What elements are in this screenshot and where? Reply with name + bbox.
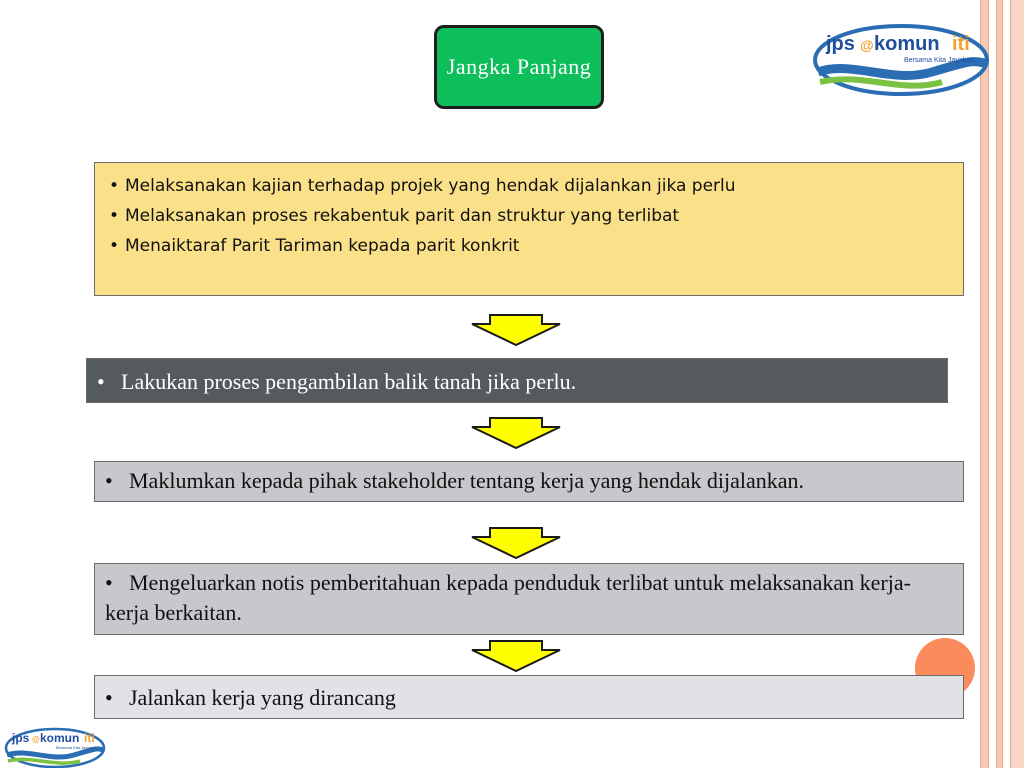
svg-text:@: @	[860, 37, 874, 53]
decor-line	[988, 0, 989, 768]
svg-text:komun: komun	[874, 33, 940, 55]
down-arrow-icon	[470, 314, 562, 346]
jps-komuniti-logo	[812, 20, 990, 96]
step5-box	[94, 675, 964, 719]
decor-line	[980, 0, 981, 768]
svg-text:komun: komun	[40, 731, 80, 745]
step3-box	[94, 461, 964, 502]
decor-line	[996, 0, 997, 768]
svg-text:iti: iti	[952, 33, 970, 55]
step2-box	[86, 358, 948, 403]
svg-text:@: @	[32, 735, 40, 744]
svg-text:iti: iti	[84, 731, 95, 745]
down-arrow-icon	[470, 527, 562, 559]
bullet-icon: •	[105, 468, 113, 493]
step3-text: Maklumkan kepada pihak stakeholder tentang kerja yang hendak dijalankan.	[129, 468, 805, 493]
step1-item: • Menaiktaraf Parit Tariman kepada parit konkrit	[105, 231, 953, 261]
bullet-icon: •	[105, 570, 113, 595]
bullet-icon: •	[97, 369, 105, 394]
jps-komuniti-logo-small	[4, 724, 106, 768]
bullet-icon: •	[105, 685, 113, 710]
decor-line	[1002, 0, 1003, 768]
title-box	[434, 25, 604, 109]
decor-stripe	[980, 0, 988, 768]
decor-line	[1010, 0, 1011, 768]
svg-text:Bersama Kita Jayakan: Bersama Kita Jayakan	[904, 57, 975, 64]
down-arrow-icon	[470, 640, 562, 672]
svg-text:jps: jps	[826, 33, 855, 55]
svg-text:Bersama Kita Jayakan: Bersama Kita Jayakan	[56, 745, 97, 750]
step4-box	[94, 563, 964, 635]
decor-stripe	[1010, 0, 1024, 768]
step1-item: • Melaksanakan kajian terhadap projek yang hendak dijalankan jika perlu	[105, 171, 953, 201]
step5-text: Jalankan kerja yang dirancang	[129, 685, 396, 710]
step2-text: Lakukan proses pengambilan balik tanah jika perlu.	[121, 369, 577, 394]
step1-item: • Melaksanakan proses rekabentuk parit dan struktur yang terlibat	[105, 201, 953, 231]
title-text: Jangka Panjang	[446, 54, 592, 79]
step1-box	[94, 162, 964, 296]
step4-text: Mengeluarkan notis pemberitahuan kepada penduduk terlibat untuk melaksanakan kerja-kerja berkaitan.	[105, 570, 911, 625]
svg-text:jps: jps	[12, 731, 30, 745]
down-arrow-icon	[470, 417, 562, 449]
